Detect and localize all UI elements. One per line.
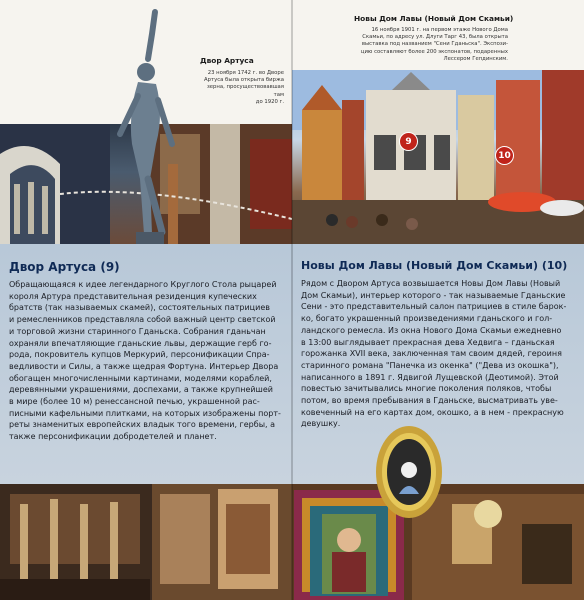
paragraph-line: в мире (более 10 м) ренессансной печью, украшенной рас- [9,397,260,407]
paragraph-line: короля Артура представительная резиденция купеческих [9,291,257,301]
paragraph-line: ко, богато украшенный произведениями гданьского и гол- [301,314,553,324]
right-caption-body [332,27,508,63]
right-caption-title: Новы Дом Лавы (Новый Дом Скамьи) [354,14,514,23]
paragraph-line: горожанка XVII века, заключенная там своим дядей, героиня [301,349,562,359]
paragraph-line: в 13:00 выглядывает прекрасная дева Хедвига – гданьская [301,337,555,347]
right-caption-line: выставка под названием "Сени Гданьска". Экспози- [361,41,508,48]
mercury-statue-illustration [100,4,200,254]
left-caption-line: 23 ноября 1742 г. во Дворе [207,70,284,76]
paragraph-line: Дом Скамьи), интерьер которого - так называемые Гданьские [301,290,566,300]
long-market-illustration [292,70,584,244]
paragraph-line: обогащен многочисленными картинами, моделями кораблей, [9,373,272,383]
paragraph-line: и ремесленников представляла собой важный центр светской [9,315,276,325]
right-paragraph [301,278,581,430]
paragraph-line: старинного романа "Панечка из окенка" ("Дева из окошка"), [301,360,559,370]
paragraph-line: Сени - это представительный салон патрициев в стиле барок- [301,302,567,312]
paragraph-line: рода, покровитель купцов Меркурий, персонификации Спра- [9,350,270,360]
paragraph-line: Рядом с Двором Артуса возвышается Новы Дом Лавы (Новый [301,279,561,288]
left-heading: Двор Артуса (9) [9,260,120,274]
map-marker-10: 10 [495,146,514,165]
paragraph-line: потом, во время пребывания в Гданьске, высматривать уве- [301,396,558,406]
right-caption-line: Лессером Гепдинским. [443,55,508,62]
left-photo-strip [0,484,292,600]
artus-interior-photos [0,484,292,600]
long-market-photo [292,70,584,244]
paragraph-line: Обращающаяся к идее легендарного Круглого Стола рыцарей [9,280,277,289]
paragraph-line: реты знаменитых европейских владык того времени, гербы, а [9,420,275,430]
paragraph-line: писными кафельными плитками, на которых изображены порт- [9,408,281,418]
page-fold [291,0,293,600]
left-caption-line: зерна, просуществовавшая там [206,84,284,98]
right-caption-line: цию составляют более 200 экспонатов, подаренных [360,48,508,55]
left-caption-body [196,70,284,106]
paragraph-line: ландского ремесла. Из окна Нового Дома Скамьи ежедневно [301,325,562,335]
right-caption-line: Скамьи, по адресу ул. Длуги Тарг 43, была открыта [362,34,508,41]
map-marker-9: 9 [399,132,418,151]
paragraph-line: деревянными украшениями, доспехами, а также крупнейшей [9,385,273,395]
right-page [292,0,584,600]
paragraph-line: охраняли впечатляющие гданьские львы, держащие герб го- [9,338,272,348]
paragraph-line: девушку. [301,419,341,429]
left-caption-line: до 1920 г. [255,98,284,105]
paragraph-line: повестью зачитывались многие поколения поляков, чтобы [301,384,552,394]
left-paragraph [9,279,289,443]
left-caption-line: Артуса была открыта биржа [204,77,284,84]
right-heading: Новы Дом Лавы (Новый Дом Скамьи) (10) [301,259,568,272]
window-maiden-illustration [374,424,444,520]
paragraph-line: также персонификации добродетелей и планет. [9,432,217,442]
paragraph-line: ведливости и Силы, а также щедрая Фортуна. Интерьер Двора [9,361,279,371]
left-caption-title: Двор Артуса [200,56,254,65]
paragraph-line: ковеченный на его картах дом, окошко, а в нем - прекрасную [301,407,564,417]
paragraph-line: и торговой жизни старинного Гданьска. Собрания гданьчан [9,326,266,336]
paragraph-line: братств (так называемых скамей), состоятельных патрициев [9,303,270,313]
right-caption-line: 16 ноября 1901 г. на первом этаже Нового Дома [371,27,508,33]
paragraph-line: написанного в 1891 г. Ядвигой Лущевской (Деотимой). Этой [301,372,559,382]
